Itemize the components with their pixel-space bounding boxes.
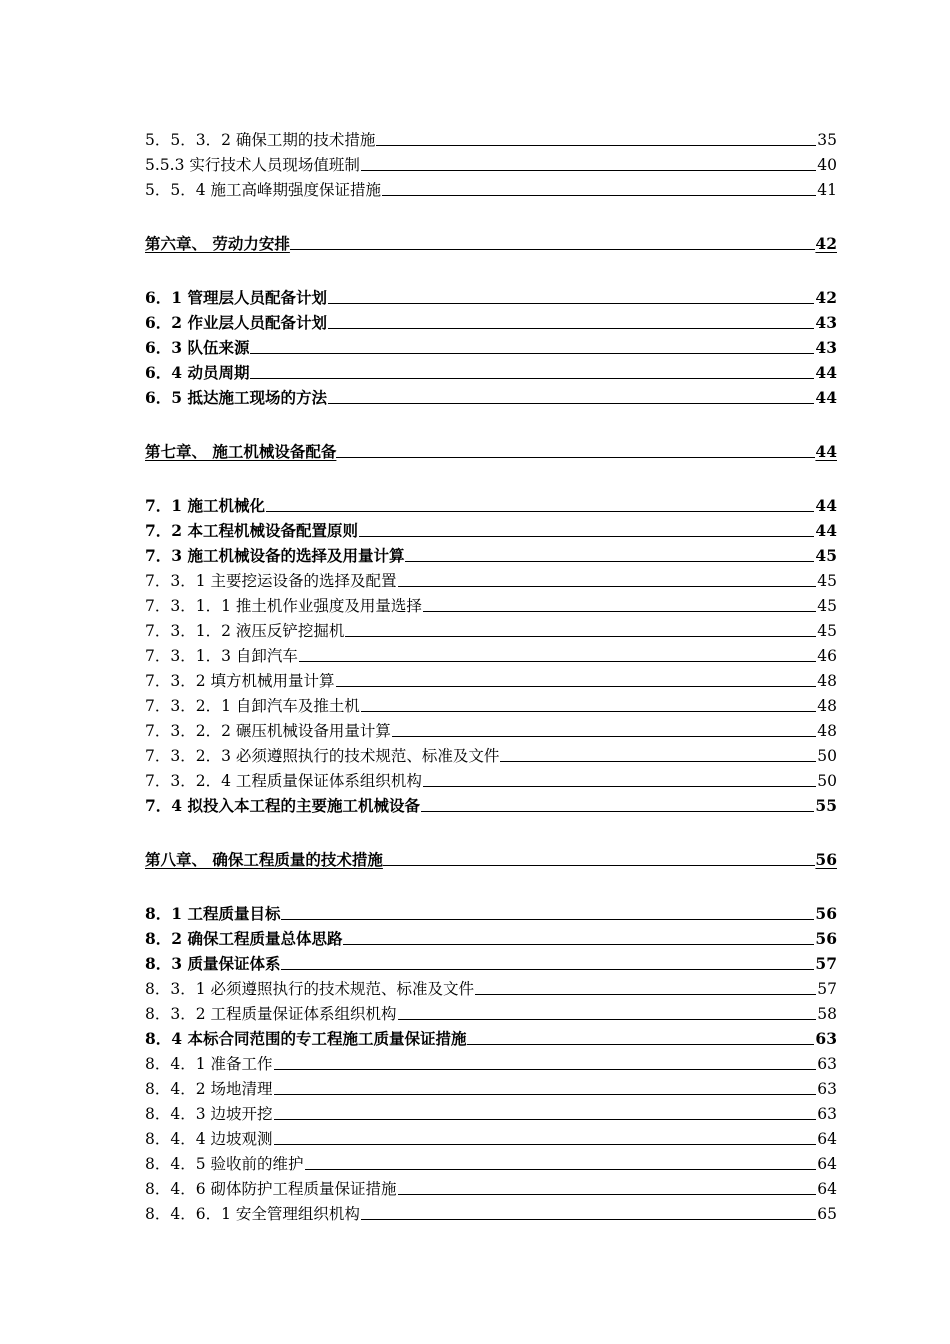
toc-group-gap	[145, 815, 837, 844]
toc-page-number: 48	[817, 697, 837, 715]
toc-leader-line	[376, 144, 816, 146]
toc-page-number: 42	[815, 234, 837, 253]
toc-entry[interactable]	[145, 540, 837, 565]
toc-entry[interactable]	[145, 1123, 837, 1148]
toc-entry-label: 8．3．2 工程质量保证体系组织机构	[145, 1005, 397, 1023]
toc-leader-line	[359, 535, 814, 537]
toc-leader-line	[398, 585, 817, 587]
toc-entry-label: 5．5．4 施工高峰期强度保证措施	[145, 181, 382, 199]
toc-page-number: 58	[817, 1005, 837, 1023]
toc-entry-label: 8．4．4 边坡观测	[145, 1130, 273, 1148]
toc-page-number: 48	[817, 672, 837, 690]
toc-entry[interactable]	[145, 515, 837, 540]
toc-page-number: 50	[817, 772, 837, 790]
toc-page-number: 44	[815, 496, 837, 515]
toc-group-gap	[145, 461, 837, 490]
toc-entry[interactable]	[145, 1048, 837, 1073]
toc-page-number: 45	[817, 572, 837, 590]
toc-entry[interactable]	[145, 1098, 837, 1123]
toc-page-number: 46	[817, 647, 837, 665]
toc-chapter-entry[interactable]	[145, 436, 837, 461]
toc-leader-line	[290, 248, 816, 250]
toc-page-number: 63	[817, 1105, 837, 1123]
toc-entry-label: 8．4．2 场地清理	[145, 1080, 273, 1098]
toc-group-gap	[145, 407, 837, 436]
toc-leader-line	[274, 1118, 817, 1120]
toc-leader-line	[467, 1043, 814, 1045]
toc-entry[interactable]	[145, 715, 837, 740]
toc-entry-label: 第七章、 施工机械设备配备	[145, 442, 337, 461]
toc-leader-line	[361, 169, 816, 171]
toc-entry[interactable]	[145, 357, 837, 382]
toc-leader-line	[281, 918, 814, 920]
toc-entry-label: 7．3 施工机械设备的选择及用量计算	[145, 546, 405, 565]
toc-page-number: 40	[817, 156, 837, 174]
toc-page-number: 63	[817, 1080, 837, 1098]
toc-entry[interactable]	[145, 973, 837, 998]
toc-group-gap	[145, 199, 837, 228]
toc-leader-line	[281, 968, 814, 970]
toc-entry[interactable]	[145, 382, 837, 407]
toc-entry-label: 8．3 质量保证体系	[145, 954, 281, 973]
toc-page-number: 45	[817, 597, 837, 615]
toc-group-gap	[145, 869, 837, 898]
toc-leader-line	[250, 352, 814, 354]
toc-page-number: 48	[817, 722, 837, 740]
toc-entry[interactable]	[145, 1023, 837, 1048]
toc-leader-line	[274, 1143, 817, 1145]
toc-entry-label: 7．1 施工机械化	[145, 496, 265, 515]
toc-entry[interactable]	[145, 124, 837, 149]
toc-page-number: 44	[815, 388, 837, 407]
toc-entry-label: 7．3．2．4 工程质量保证体系组织机构	[145, 772, 422, 790]
toc-entry-label: 6．4 动员周期	[145, 363, 250, 382]
toc-page-number: 44	[815, 521, 837, 540]
toc-entry-label: 7．3．1．2 液压反铲挖掘机	[145, 622, 345, 640]
toc-page-number: 64	[817, 1155, 837, 1173]
toc-entry-label: 6．1 管理层人员配备计划	[145, 288, 327, 307]
toc-leader-line	[305, 1168, 817, 1170]
toc-page-number: 64	[817, 1180, 837, 1198]
toc-leader-line	[266, 510, 814, 512]
toc-leader-line	[361, 710, 816, 712]
toc-page-number: 56	[815, 850, 837, 869]
toc-leader-line	[345, 635, 816, 637]
toc-entry-label: 7．3．2．1 自卸汽车及推土机	[145, 697, 360, 715]
table-of-contents	[145, 124, 837, 1223]
toc-leader-line	[336, 456, 815, 458]
toc-entry[interactable]	[145, 307, 837, 332]
toc-entry[interactable]	[145, 998, 837, 1023]
toc-entry-label: 5.5.3 实行技术人员现场值班制	[145, 156, 360, 174]
toc-page-number: 56	[815, 904, 837, 923]
toc-leader-line	[423, 610, 816, 612]
toc-page-number: 57	[817, 980, 837, 998]
toc-entry[interactable]	[145, 898, 837, 923]
toc-page-number: 56	[815, 929, 837, 948]
toc-page-number: 50	[817, 747, 837, 765]
toc-leader-line	[250, 377, 814, 379]
toc-leader-line	[328, 302, 814, 304]
toc-page-number: 57	[815, 954, 837, 973]
toc-entry-label: 8．4．6．1 安全管理组织机构	[145, 1205, 360, 1223]
toc-page-number: 35	[817, 131, 837, 149]
toc-entry-label: 第六章、 劳动力安排	[145, 234, 290, 253]
toc-entry-label: 6．2 作业层人员配备计划	[145, 313, 327, 332]
toc-page-number: 64	[817, 1130, 837, 1148]
toc-entry[interactable]	[145, 1148, 837, 1173]
toc-entry-label: 8．4．3 边坡开挖	[145, 1105, 273, 1123]
toc-page-number: 44	[815, 442, 837, 461]
toc-entry-label: 7．3．1 主要挖运设备的选择及配置	[145, 572, 397, 590]
toc-page-number: 41	[817, 181, 837, 199]
toc-entry[interactable]	[145, 174, 837, 199]
toc-entry[interactable]	[145, 149, 837, 174]
toc-leader-line	[392, 735, 816, 737]
toc-entry-label: 6．5 抵达施工现场的方法	[145, 388, 327, 407]
toc-entry-label: 8．4．6 砌体防护工程质量保证措施	[145, 1180, 397, 1198]
toc-leader-line	[382, 194, 816, 196]
toc-entry[interactable]	[145, 565, 837, 590]
toc-leader-line	[343, 943, 814, 945]
toc-entry[interactable]	[145, 923, 837, 948]
toc-page-number: 43	[815, 313, 837, 332]
toc-entry-label: 8．4．5 验收前的维护	[145, 1155, 304, 1173]
toc-leader-line	[361, 1218, 816, 1220]
toc-leader-line	[383, 864, 816, 866]
toc-entry-label: 7．4 拟投入本工程的主要施工机械设备	[145, 796, 420, 815]
toc-entry-label: 8．4 本标合同范围的专工程施工质量保证措施	[145, 1029, 467, 1048]
toc-leader-line	[328, 402, 814, 404]
toc-leader-line	[421, 810, 814, 812]
toc-entry-label: 7．2 本工程机械设备配置原则	[145, 521, 358, 540]
toc-entry-label: 5．5．3．2 确保工期的技术措施	[145, 131, 376, 149]
toc-chapter-entry[interactable]	[145, 228, 837, 253]
toc-page-number: 63	[817, 1055, 837, 1073]
toc-entry[interactable]	[145, 332, 837, 357]
toc-entry[interactable]	[145, 1173, 837, 1198]
toc-entry[interactable]	[145, 1198, 837, 1223]
toc-page-number: 42	[815, 288, 837, 307]
toc-entry-label: 8．1 工程质量目标	[145, 904, 281, 923]
toc-leader-line	[398, 1018, 817, 1020]
toc-leader-line	[328, 327, 814, 329]
toc-page-number: 45	[815, 546, 837, 565]
toc-entry[interactable]	[145, 282, 837, 307]
toc-entry-label: 第八章、 确保工程质量的技术措施	[145, 850, 383, 869]
toc-entry[interactable]	[145, 640, 837, 665]
toc-entry-label: 6．3 队伍来源	[145, 338, 250, 357]
toc-leader-line	[299, 660, 816, 662]
toc-entry-label: 7．3．1．3 自卸汽车	[145, 647, 298, 665]
toc-entry-label: 8．3．1 必须遵照执行的技术规范、标准及文件	[145, 980, 475, 998]
toc-leader-line	[500, 760, 816, 762]
toc-leader-line	[274, 1093, 817, 1095]
toc-entry[interactable]	[145, 1073, 837, 1098]
toc-page-number: 45	[817, 622, 837, 640]
toc-entry[interactable]	[145, 790, 837, 815]
toc-entry-label: 8．4．1 准备工作	[145, 1055, 273, 1073]
toc-entry[interactable]	[145, 765, 837, 790]
toc-leader-line	[423, 785, 816, 787]
toc-entry[interactable]	[145, 665, 837, 690]
toc-leader-line	[274, 1068, 817, 1070]
toc-leader-line	[405, 560, 814, 562]
toc-chapter-entry[interactable]	[145, 844, 837, 869]
toc-page-number: 65	[817, 1205, 837, 1223]
toc-page-number: 55	[815, 796, 837, 815]
toc-leader-line	[336, 685, 817, 687]
toc-leader-line	[398, 1193, 817, 1195]
toc-page-number: 43	[815, 338, 837, 357]
toc-entry[interactable]	[145, 948, 837, 973]
toc-entry-label: 8．2 确保工程质量总体思路	[145, 929, 343, 948]
toc-entry-label: 7．3．2．2 碾压机械设备用量计算	[145, 722, 391, 740]
toc-page-number: 44	[815, 363, 837, 382]
toc-group-gap	[145, 253, 837, 282]
toc-page-number: 63	[815, 1029, 837, 1048]
toc-leader-line	[475, 993, 816, 995]
toc-entry-label: 7．3．2．3 必须遵照执行的技术规范、标准及文件	[145, 747, 500, 765]
toc-entry-label: 7．3．1．1 推土机作业强度及用量选择	[145, 597, 422, 615]
toc-entry[interactable]	[145, 690, 837, 715]
toc-entry[interactable]	[145, 615, 837, 640]
toc-entry-label: 7．3．2 填方机械用量计算	[145, 672, 335, 690]
toc-entry[interactable]	[145, 590, 837, 615]
toc-entry[interactable]	[145, 490, 837, 515]
toc-entry[interactable]	[145, 740, 837, 765]
